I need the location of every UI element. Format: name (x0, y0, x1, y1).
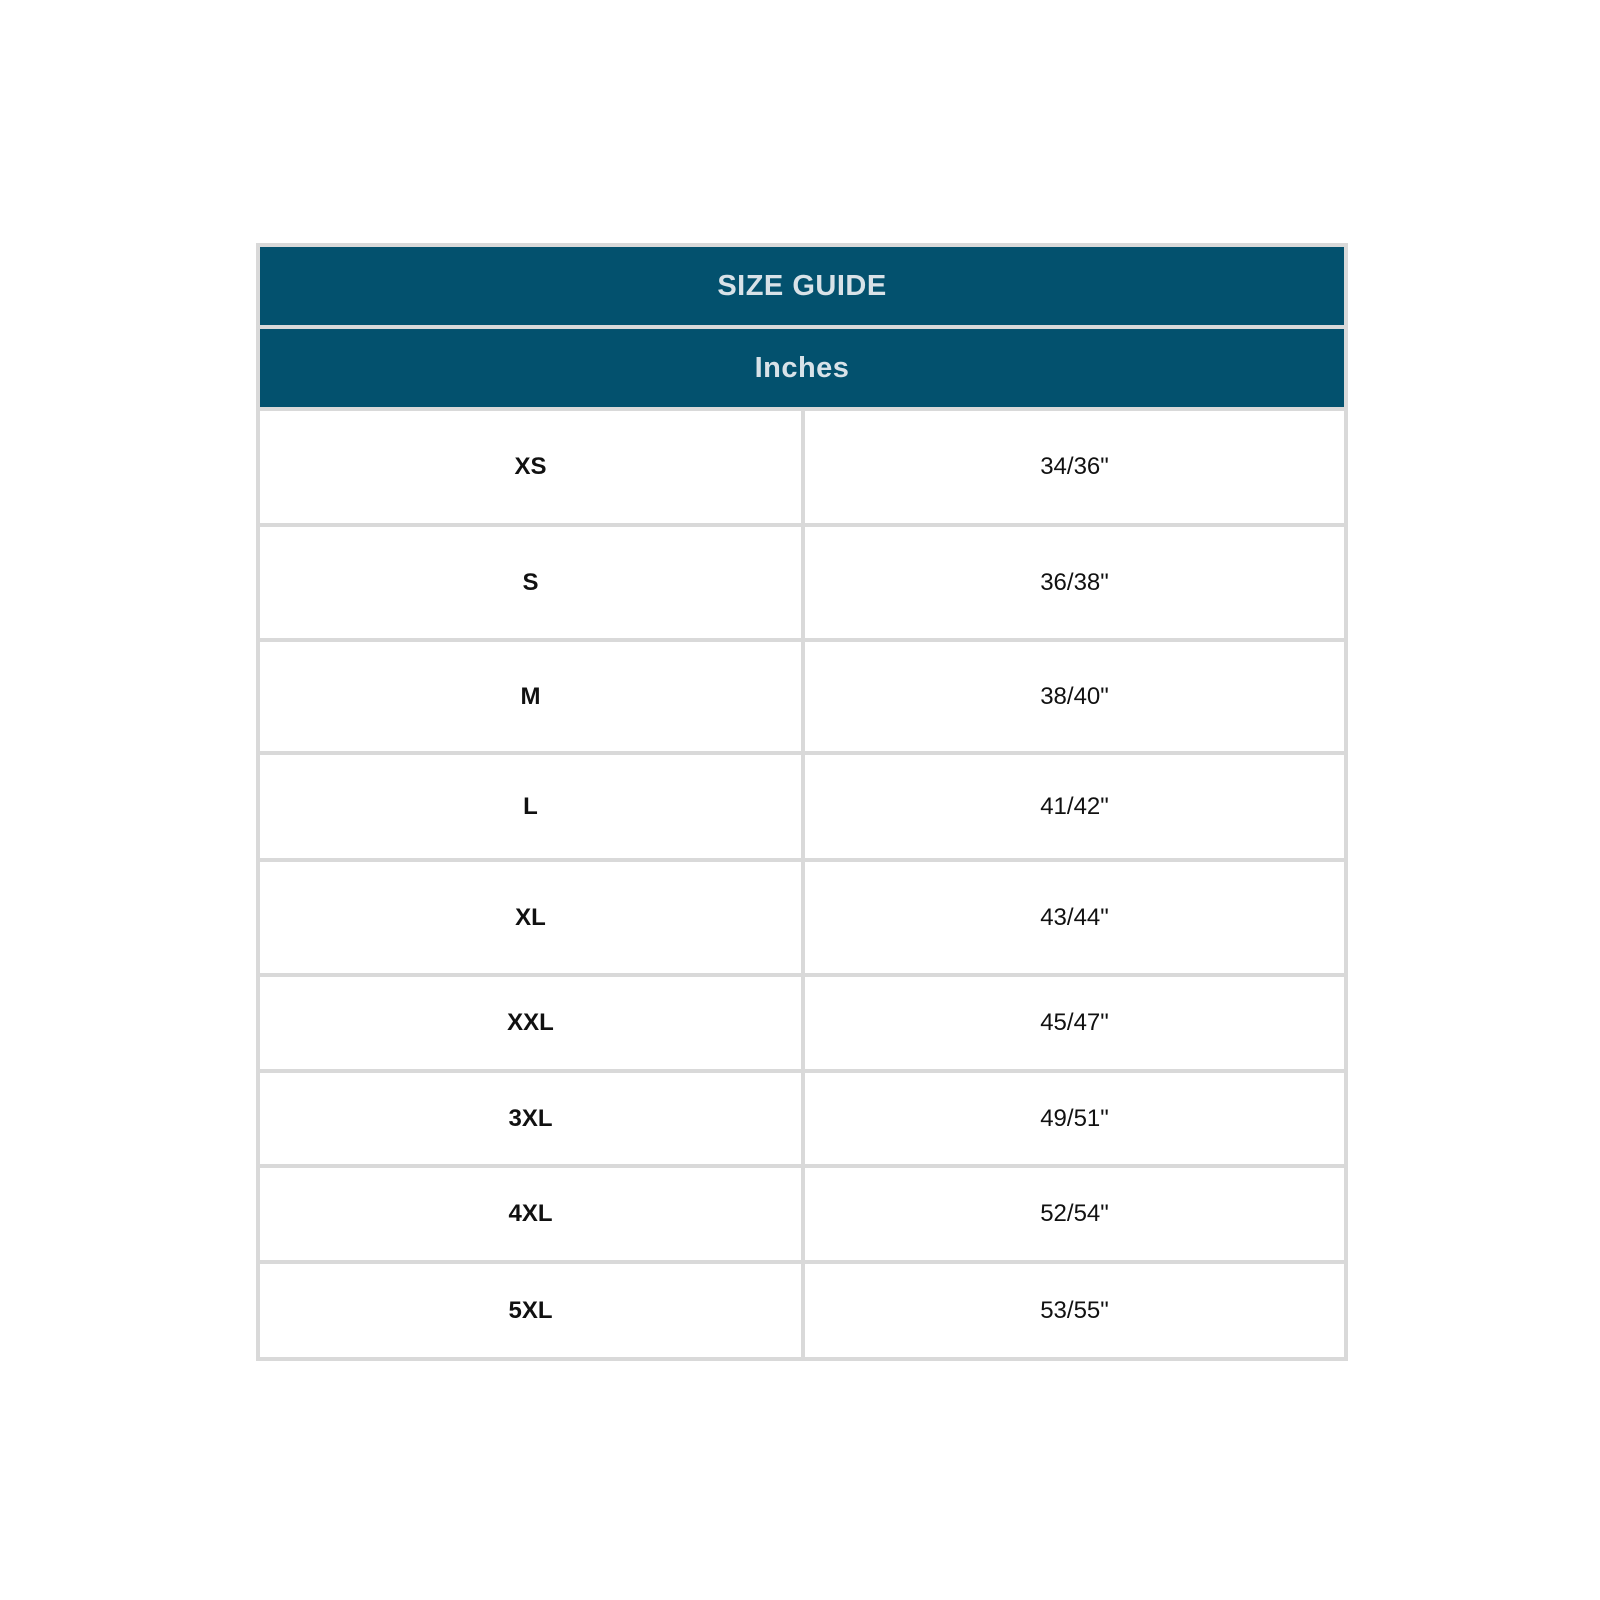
table-row (260, 755, 1344, 858)
size-guide-table (256, 243, 1348, 1361)
size-label: S (260, 527, 801, 638)
size-label: M (260, 642, 801, 751)
table-row (260, 977, 1344, 1069)
measurement-value: 34/36" (805, 411, 1344, 523)
measurement-value: 43/44" (805, 862, 1344, 973)
measurement-value: 41/42" (805, 755, 1344, 858)
table-row (260, 1168, 1344, 1260)
measurement-value: 36/38" (805, 527, 1344, 638)
size-label: 4XL (260, 1168, 801, 1260)
table-row (260, 411, 1344, 523)
size-label: XXL (260, 977, 801, 1069)
table-row (260, 642, 1344, 751)
size-label: 3XL (260, 1073, 801, 1164)
table-title: SIZE GUIDE (260, 247, 1344, 325)
size-label: XS (260, 411, 801, 523)
size-rows (260, 411, 1344, 1357)
unit-header: Inches (260, 329, 1344, 407)
measurement-value: 38/40" (805, 642, 1344, 751)
measurement-value: 53/55" (805, 1264, 1344, 1357)
measurement-value: 49/51" (805, 1073, 1344, 1164)
table-row (260, 1073, 1344, 1164)
size-label: L (260, 755, 801, 858)
table-row (260, 1264, 1344, 1357)
table-row (260, 862, 1344, 973)
measurement-value: 52/54" (805, 1168, 1344, 1260)
size-label: 5XL (260, 1264, 801, 1357)
size-label: XL (260, 862, 801, 973)
table-row (260, 527, 1344, 638)
measurement-value: 45/47" (805, 977, 1344, 1069)
